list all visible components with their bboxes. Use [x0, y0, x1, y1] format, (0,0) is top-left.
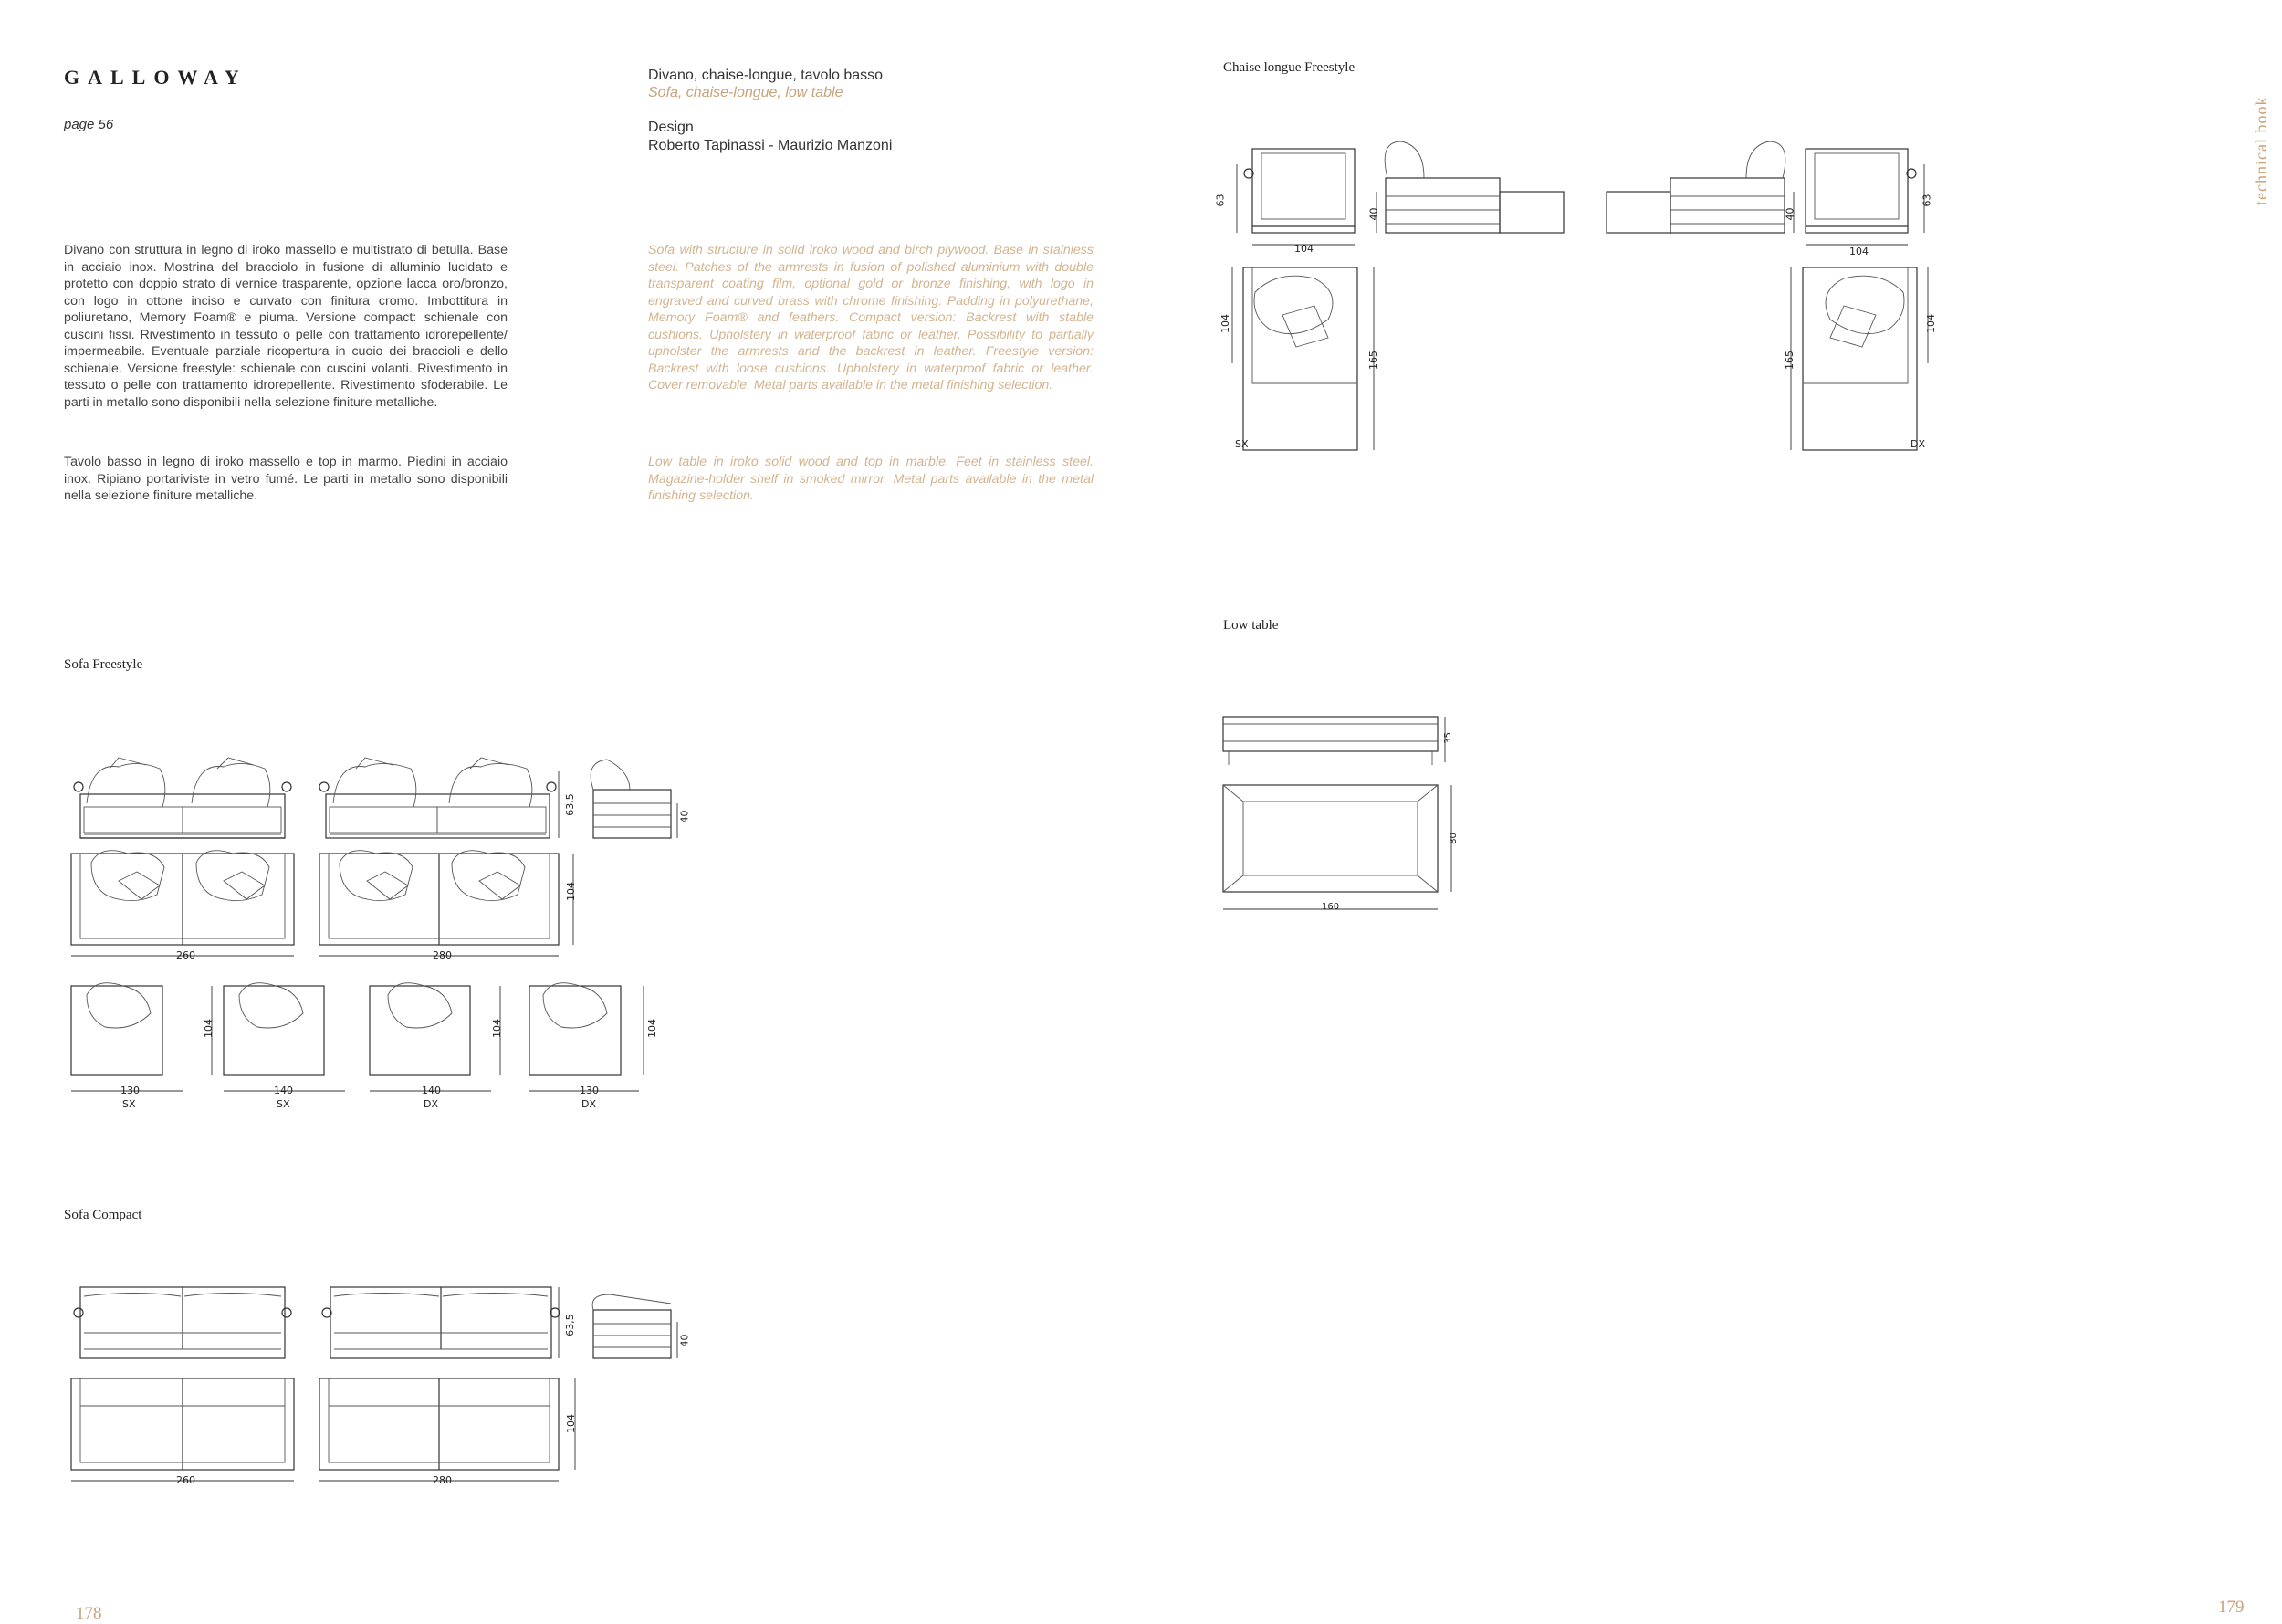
side-mod4: DX [581, 1098, 597, 1110]
description-english: Sofa with structure in solid iroko wood and birch plywood. Base in stainless steel. Patches of the armrests in fusion of polished aluminium with double transparent coating film, optional gold or bronze finishing, with logo in engraved and curved brass with chrome finishing. Padding in polyurethane, Memory Foam® and feathers. Compact version: Backrest with stable cushions. Upholstery in waterproof fabric or leather. Possibility to partially upholster the armrests and the backrest in leather. Freestyle version: Backrest with loose cushions. Upholstery in waterproof fabric or leather. Cover removable. Metal parts available in the metal finishing selection. [648, 243, 1094, 393]
sofa-freestyle-side [591, 760, 677, 838]
table-description-italian: Tavolo basso in legno di iroko massello e top in marmo. Piedini in acciaio inox. Ripiano portariviste in vetro fumé. Le parti in metallo sono disponibili nella selezione finiture metalliche. [64, 455, 508, 503]
dim-chaise-d-sx: 104 [1220, 314, 1231, 333]
section-sofa-freestyle: Sofa Freestyle [64, 657, 143, 672]
dim-compact-h: 63,5 [563, 1314, 576, 1336]
designers: Roberto Tapinassi - Maurizio Manzoni [648, 138, 893, 153]
dim-compact-w2: 280 [433, 1474, 452, 1486]
design-label: Design [648, 120, 694, 135]
side-label: technical book [2252, 96, 2270, 205]
low-table-top [1223, 785, 1451, 909]
dim-mod2: 140 [274, 1084, 293, 1096]
dim-chaise-w-dx: 104 [1849, 246, 1869, 257]
subtitle-italian: Divano, chaise-longue, tavolo basso [648, 68, 884, 83]
dim-table-w: 160 [1322, 902, 1340, 912]
page-reference: page 56 [64, 117, 114, 132]
chaise-label-sx: SX [1235, 438, 1249, 450]
table-description-english: Low table in iroko solid wood and top in marble. Feet in stainless steel. Magazine-holder shelf in smoked mirror. Metal parts available in the metal finishing selection. [648, 455, 1094, 503]
dim-chaise-seat-dx: 40 [1784, 207, 1796, 221]
dim-freestyle-d: 104 [565, 882, 577, 901]
sofa-freestyle-280-front [319, 758, 559, 838]
dim-chaise-d-dx: 104 [1925, 314, 1937, 333]
dim-chaise-l-sx: 165 [1367, 351, 1379, 370]
chaise-front-dx [1806, 149, 1924, 245]
page-number-right: 179 [2218, 1598, 2245, 1617]
chaise-side-sx [1377, 141, 1564, 233]
section-low-table: Low table [1223, 618, 1279, 633]
dim-table-d: 80 [1448, 833, 1459, 844]
low-table-side [1223, 717, 1445, 765]
section-sofa-compact: Sofa Compact [64, 1208, 142, 1222]
dim-freestyle-seat: 40 [678, 810, 691, 823]
dim-mod1: 130 [120, 1084, 140, 1096]
dim-chaise-h-sx: 63 [1214, 194, 1227, 207]
dim-freestyle-w1: 260 [176, 949, 195, 961]
dim-chaise-l-dx: 165 [1784, 351, 1795, 370]
sofa-compact-top [71, 1378, 575, 1481]
sofa-compact-side [592, 1294, 677, 1358]
dim-mod-d-right: 104 [646, 1019, 658, 1038]
dim-compact-d: 104 [565, 1414, 577, 1433]
dim-chaise-w-sx: 104 [1294, 243, 1314, 255]
sofa-freestyle-260-top [71, 851, 294, 945]
side-mod3: DX [424, 1098, 439, 1110]
side-mod2: SX [277, 1098, 290, 1110]
brand-title: GALLOWAY [64, 66, 247, 89]
sofa-freestyle-modules [71, 983, 644, 1091]
section-chaise-longue: Chaise longue Freestyle [1223, 60, 1356, 75]
dim-freestyle-h: 63,5 [563, 793, 576, 816]
sofa-compact-260-front [74, 1287, 291, 1358]
sofa-freestyle-280-top [319, 851, 573, 945]
chaise-side-dx [1607, 141, 1794, 233]
description-italian: Divano con struttura in legno di iroko massello e multistrato di betulla. Base in acciaio inox. Mostrina del bracciolo in fusione di alluminio lucidato e protetto con doppio strato di vernice trasparente, opzione lacca oro/bronzo, con logo in ottone inciso e curvato con finitura cromo. Imbottitura in poliuretano, Memory Foam® e piuma. Versione compact: schienale con cuscini fissi. Rivestimento in tessuto o pelle con trattamento idrorepellente/ impermeabile. Eventuale parziale ricopertura in cuoio dei braccioli e dello schienale. Versione freestyle: schienale con cuscini volanti. Rivestimento in tessuto o pelle con trattamento idrorepellente. Rivestimento sfoderabile. Le parti in metallo sono disponibili nella selezione finiture metalliche. [64, 243, 508, 410]
chaise-front-sx [1237, 149, 1355, 245]
subtitle-english: Sofa, chaise-longue, low table [648, 85, 843, 100]
dim-mod3: 140 [422, 1084, 441, 1096]
dim-chaise-seat-sx: 40 [1367, 207, 1380, 221]
dim-table-h: 35 [1442, 732, 1453, 744]
dim-compact-seat: 40 [678, 1334, 691, 1347]
chaise-top-dx [1791, 267, 1928, 450]
dim-chaise-h-dx: 63 [1921, 194, 1933, 207]
sofa-freestyle-260-front [74, 758, 291, 838]
dim-freestyle-w2: 280 [433, 949, 452, 961]
chaise-top-sx [1232, 267, 1374, 450]
side-mod1: SX [122, 1098, 136, 1110]
page-number-left: 178 [76, 1604, 102, 1623]
sofa-compact-280-front [322, 1287, 560, 1358]
chaise-label-dx: DX [1910, 438, 1926, 450]
dim-mod-d-mid: 104 [491, 1019, 503, 1038]
dim-compact-w1: 260 [176, 1474, 195, 1486]
dim-mod4: 130 [580, 1084, 599, 1096]
dim-mod-d-left: 104 [203, 1019, 215, 1038]
